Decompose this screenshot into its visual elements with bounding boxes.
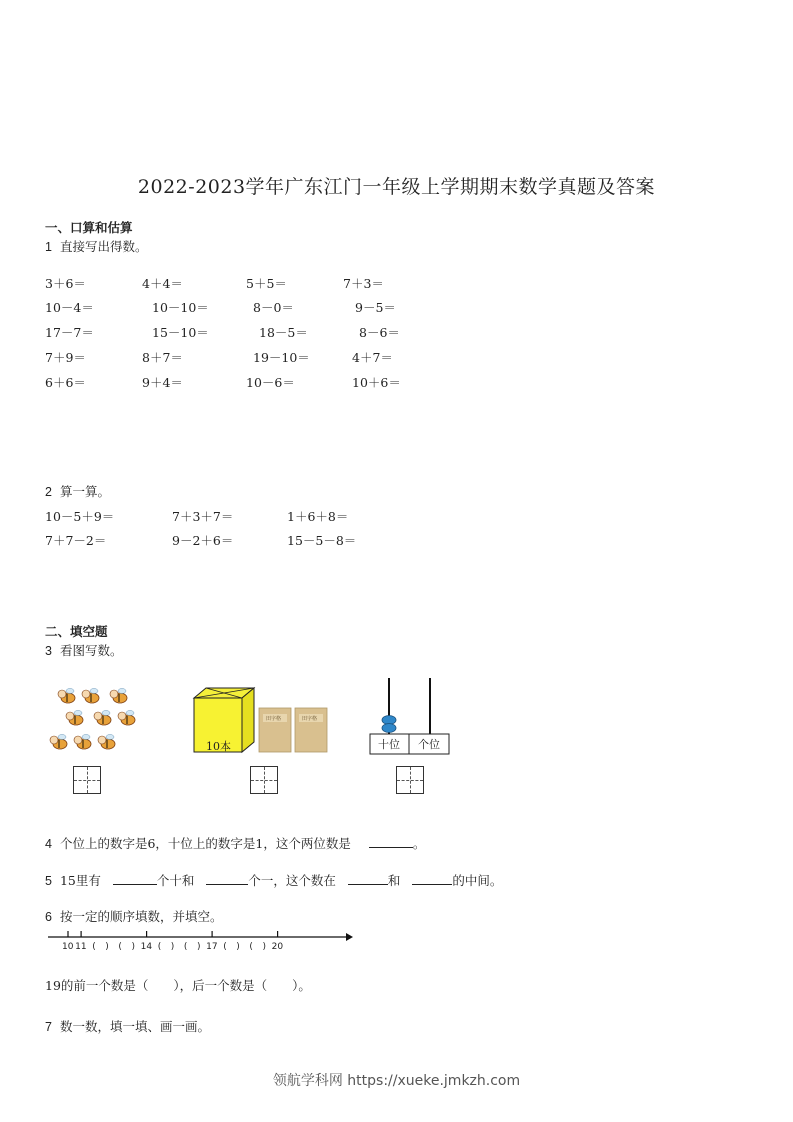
exercise: 4＋7＝: [352, 350, 393, 365]
exercise: 6＋6＝: [45, 375, 86, 390]
exercise: 3＋6＝: [45, 276, 86, 291]
number-line-blank-paren[interactable]: (: [118, 942, 122, 952]
number-line: [48, 928, 354, 958]
number-line-blank-paren[interactable]: (: [92, 942, 96, 952]
exercise: 8＋7＝: [142, 350, 183, 365]
exercise: 5＋5＝: [246, 276, 287, 291]
number-line-blank-paren[interactable]: ): [197, 942, 201, 952]
exercise: 7＋3＋7＝: [172, 509, 234, 524]
question-text: 个十和: [156, 873, 195, 888]
number-line-blank-paren[interactable]: ): [236, 942, 240, 952]
exercise: 4＋4＝: [142, 276, 183, 291]
exercise: 15－10＝: [152, 325, 209, 340]
answer-grid-box[interactable]: [250, 766, 278, 794]
question-text: 和: [387, 873, 401, 888]
answer-blank[interactable]: [206, 872, 248, 885]
exercise: 17－7＝: [45, 325, 94, 340]
exercise: 10＋6＝: [352, 375, 401, 390]
box-and-notebooks-illustration: [192, 686, 332, 756]
number-line-label: 14: [140, 942, 153, 952]
abacus-tens-label: 十位: [378, 738, 400, 751]
exercise: 9＋4＝: [142, 375, 183, 390]
question-text: 看图写数。: [59, 643, 123, 658]
question-text: 数一数，填一填、画一画。: [59, 1019, 210, 1034]
question-text: 直接写出得数。: [59, 239, 148, 254]
answer-blank[interactable]: [369, 835, 413, 848]
question-number: 2: [45, 485, 52, 499]
box-label: 10本: [206, 740, 231, 753]
exercise: 19－10＝: [253, 350, 310, 365]
question-text: 按一定的顺序填数，并填空。: [59, 909, 223, 924]
exercise: 10－5＋9＝: [45, 509, 115, 524]
exercise: 18－5＝: [259, 325, 308, 340]
number-line-axis: [48, 928, 354, 942]
question-5: [45, 871, 502, 889]
exercise: 10－6＝: [246, 375, 295, 390]
question-text: 15里有: [59, 873, 101, 888]
question-number: 6: [45, 910, 52, 924]
page-title: 2022-2023学年广东江门一年级上学期期末数学真题及答案: [137, 176, 656, 198]
number-line-label: 17: [206, 942, 218, 952]
answer-grid-box[interactable]: [73, 766, 101, 794]
number-line-blank-paren[interactable]: (: [157, 942, 162, 952]
question-text: 个一，这个数在: [248, 873, 336, 888]
exercise: 9－5＝: [355, 300, 396, 315]
number-line-blank-paren[interactable]: (: [183, 942, 188, 952]
abacus-ones-label: 个位: [418, 738, 440, 751]
question-text: 的中间。: [452, 873, 503, 888]
question-2: [45, 482, 110, 500]
exercise: 1＋6＋8＝: [287, 509, 349, 524]
footer-watermark: 领航学科网 https://xueke.jmkzh.com: [272, 1073, 521, 1089]
question-number: 1: [45, 240, 52, 254]
question-number: 5: [45, 874, 52, 888]
question-text: 算一算。: [59, 484, 110, 499]
notebook-label: 田字格: [266, 716, 282, 722]
abacus-illustration: [369, 676, 451, 756]
question-text-end: 。: [412, 836, 426, 851]
exercise: 8－0＝: [253, 300, 294, 315]
number-line-label: 20: [271, 942, 284, 952]
question-6-fill: 19的前一个数是（ ），后一个数是（ ）。: [45, 978, 311, 993]
question-6: [45, 907, 222, 925]
exercise: 8－6＝: [359, 325, 400, 340]
notebook-label: 田字格: [302, 716, 318, 722]
section-heading-1: 一、口算和估算: [45, 220, 133, 235]
question-4: [45, 834, 425, 852]
number-line-blank-paren[interactable]: ): [105, 942, 109, 952]
question-number: 4: [45, 837, 52, 851]
question-1: [45, 237, 147, 255]
exercise: 9－2＋6＝: [172, 533, 234, 548]
number-line-blank-paren[interactable]: ): [170, 942, 175, 952]
exercise: 7＋7－2＝: [45, 533, 107, 548]
number-line-label: 11: [75, 942, 87, 952]
answer-blank[interactable]: [412, 872, 452, 885]
exercise: 7＋9＝: [45, 350, 86, 365]
section-heading-2: 二、填空题: [45, 624, 108, 639]
question-3: [45, 641, 122, 659]
number-line-label: 10: [62, 942, 74, 952]
number-line-blank-paren[interactable]: ): [262, 942, 267, 952]
number-line-blank-paren[interactable]: (: [223, 942, 227, 952]
question-text: 个位上的数字是6，十位上的数字是1，这个两位数是: [59, 836, 351, 851]
bees-illustration: [48, 686, 148, 762]
answer-blank[interactable]: [113, 872, 157, 885]
exercise: 15－5－8＝: [287, 533, 357, 548]
question-number: 3: [45, 644, 52, 658]
answer-blank[interactable]: [348, 872, 388, 885]
exercise: 10－10＝: [152, 300, 209, 315]
exercise: 7＋3＝: [343, 276, 384, 291]
number-line-blank-paren[interactable]: ): [131, 942, 136, 952]
answer-grid-box[interactable]: [396, 766, 424, 794]
question-7: [45, 1017, 210, 1035]
exercise: 10－4＝: [45, 300, 94, 315]
question-number: 7: [45, 1020, 52, 1034]
number-line-blank-paren[interactable]: (: [249, 942, 253, 952]
bee-cluster-icon: [48, 686, 148, 762]
